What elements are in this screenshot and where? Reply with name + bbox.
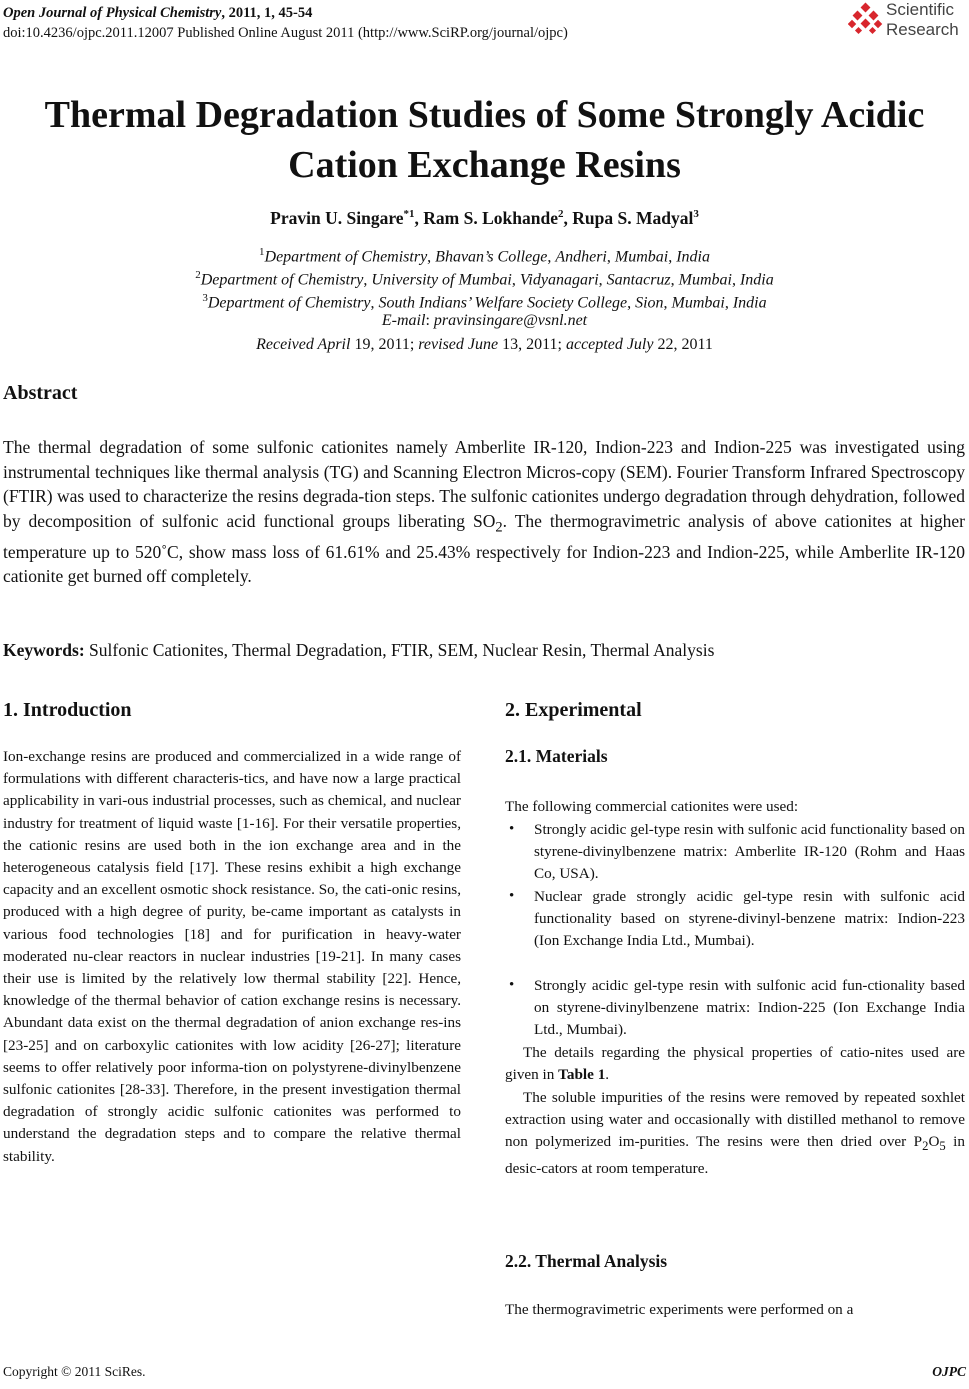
journal-issue: , 2011, 1, 45-54 <box>221 5 313 21</box>
aff2-inst: University of Mumbai <box>371 271 512 289</box>
author-2-sup: 2 <box>558 208 564 221</box>
introduction-heading: 1. Introduction <box>3 699 132 721</box>
received-label: Received April <box>256 336 351 353</box>
email-label: E-mail <box>381 312 426 329</box>
aff1-area: Andheri <box>555 248 607 266</box>
copyright-notice: Copyright © 2011 SciRes. <box>3 1364 146 1379</box>
aff2-country: India <box>739 271 774 289</box>
aff3-inst: South Indians’ Welfare Society College <box>378 294 628 312</box>
materials-intro: The following commercial cationites were used: <box>505 798 799 815</box>
experimental-heading: 2. Experimental <box>505 699 642 721</box>
journal-name: Open Journal of Physical Chemistry <box>3 5 222 21</box>
keywords-list: Sulfonic Cationites, Thermal Degradation, FTIR, SEM, Nuclear Resin, Thermal Analysis <box>84 640 715 660</box>
abstract-text <box>3 435 965 589</box>
p2-subscript: 2 <box>922 1139 929 1154</box>
article-title <box>0 90 969 190</box>
aff3-area: Sion <box>635 294 664 312</box>
aff1-city: Mumbai <box>614 248 669 266</box>
author-2: Ram S. Lokhande <box>423 208 558 228</box>
aff2-suburb: Santacruz <box>606 271 671 289</box>
aff1-dept: Department of Chemistry <box>264 248 428 266</box>
introduction-text: Ion-exchange resins are produced and commercialized in a wide range of formulations with different characteris-tics, and have now a large practical applicability in vari-ous industrial processes, such as chemical, and nuclear industry for treatment of liquid waste [1-16]. For their versatile properties, the cationic resins are used both in the ion exchange area and in the heterogeneous catalysis field [17]. These resins exhibit a high exchange capacity and an excellent osmotic shock resistance. So, the cati-onic resins, produced with a high degree of purity, be-came important as catalysts in various food technologies [18] and for purification in heavy-water moderated nu-clear reactors in nuclear industries [19-21]. In many cases their use is limited by the relatively low thermal stability [22]. Hence, knowledge of the thermal behavior of cation exchange resins is necessary. Abundant data exist on the thermal degradation of anion exchange res-ins [23-25] and on carboxylic cationites with low acidity [26-27]; literature seems to offer relatively poor informa-tion on polystyrene-divinylbenzene sulfonic cationites [28-33]. Therefore, in the present investigation thermal degradation of strongly acidic sulfonic cationites was performed to understand the degradation steps and to compare the relative thermal stability. <box>3 748 461 1165</box>
aff1-inst: Bhavan’s College <box>435 248 548 266</box>
bullet-marker: • <box>509 888 515 904</box>
thermal-analysis-heading: 2.2. Thermal Analysis <box>505 1251 668 1271</box>
o5-subscript: 5 <box>939 1139 946 1154</box>
aff3-country: India <box>732 294 767 312</box>
email-address: pravinsingare@vsnl.net <box>433 312 588 329</box>
bullet-marker: • <box>509 977 515 993</box>
email-line <box>0 309 969 333</box>
oxygen-symbol: O <box>928 1133 940 1151</box>
publisher-name-line1: Scientific <box>886 0 955 19</box>
revised-date: 13, 2011; <box>498 336 566 353</box>
author-list: Pravin U. Singare$^{*1}$, Ram S. Lokhande$^2$, Rupa S. Madyal$^3$ <box>270 208 699 228</box>
affiliation-3-sup: 3 <box>202 292 208 304</box>
affiliation-1-sup: 1 <box>259 246 265 258</box>
author-1: Pravin U. Singare <box>270 208 404 228</box>
impurities-paragraph <box>505 1087 965 1180</box>
impurities-text: The soluble impurities of the resins were removed by repeated soxhlet extraction using water and occasionally with distilled methanol to remove non polymerized im-purities. The resins were then dried over P <box>505 1089 965 1151</box>
aff1-country: India <box>676 248 710 266</box>
abstract-so2-subscript: 2 <box>495 519 503 535</box>
aff3-sep: , <box>370 294 379 312</box>
table-1-reference: Table 1 <box>558 1066 606 1084</box>
impurities-end: in desic-cators at room temperature. <box>505 1133 965 1177</box>
abstract-heading: Abstract <box>3 382 78 404</box>
aff1-sep: , <box>427 248 436 266</box>
aff2-sep: , <box>511 271 520 289</box>
aff2-sep: , <box>670 271 679 289</box>
journal-abbreviation: OJPC <box>932 1364 966 1379</box>
scientific-research-logo-icon <box>848 2 884 38</box>
accepted-date: 22, 2011 <box>653 336 713 353</box>
publisher-logo <box>848 0 968 44</box>
materials-bullet-3: Strongly acidic gel-type resin with sulfonic acid fun-ctionality based on styrene-divinylbenzene matrix: Indion-225 (Ion Exchange India Ltd., Mumbai). <box>534 977 965 1039</box>
author-3-sup: 3 <box>693 208 699 221</box>
keywords <box>3 638 965 663</box>
publisher-name <box>886 0 959 40</box>
aff3-city: Mumbai <box>671 294 725 312</box>
accepted-label: accepted July <box>565 336 654 353</box>
email-sep: : <box>425 312 434 329</box>
title-line-2: Cation Exchange Resins <box>288 144 681 186</box>
keywords-label: Keywords: <box>3 640 85 660</box>
aff2-city: Mumbai <box>678 271 732 289</box>
revised-label: revised June <box>418 336 499 353</box>
materials-bullet-1: Strongly acidic gel-type resin with sulfonic acid functionality based on styrene-divinylbenzene matrix: Amberlite IR-120 (Rohm and Haas Co, USA). <box>534 821 965 883</box>
aff2-dept: Department of Chemistry <box>200 271 364 289</box>
abstract-text-part2: . The thermogravimetric analysis of above cationites at higher temperature up to 520˚C, show mass loss of 61.61% and 25.43% respectively for Indion-223 and Indion-225, while Amberlite IR-120 cationite get burned off completely. <box>3 510 965 586</box>
aff1-sep: , <box>547 248 556 266</box>
received-dates <box>0 333 969 357</box>
materials-bullet-2: Nuclear grade strongly acidic gel-type resin with sulfonic acid functionality based on styrene-divinyl-benzene matrix: Indion-223 (Ion Exchange India Ltd., Mumbai). <box>534 888 965 950</box>
abstract-text-part1: The thermal degradation of some sulfonic cationites namely Amberlite IR-120, Indion-223 and Indion-225 was investigated using instrumental techniques like thermal analysis (TG) and Scanning Electron Micros-copy (SEM). Fourier Transform Infrared Spectroscopy (FTIR) was used to characterize the resins degrada-tion steps. The sulfonic cationites undergo degradation through dehydration, followed by decomposition of sulfonic acid functional groups liberating SO <box>3 437 965 531</box>
author-1-sup: *1 <box>403 208 415 221</box>
aff2-sep: , <box>731 271 740 289</box>
physical-properties-paragraph <box>505 1042 965 1086</box>
publisher-name-line2: Research <box>886 20 959 39</box>
affiliation-2-sup: 2 <box>195 269 201 281</box>
journal-citation <box>3 3 568 23</box>
materials-heading: 2.1. Materials <box>505 746 608 766</box>
aff2-area: Vidyanagari <box>519 271 599 289</box>
received-date: 19, 2011; <box>350 336 419 353</box>
details-text: The details regarding the physical properties of catio-nites used are given in <box>505 1044 965 1084</box>
aff3-sep: , <box>663 294 672 312</box>
details-end: . <box>605 1066 610 1084</box>
aff2-sep: , <box>598 271 607 289</box>
thermal-analysis-text: The thermogravimetric experiments were performed on a <box>505 1301 854 1318</box>
aff1-sep: , <box>606 248 615 266</box>
aff3-dept: Department of Chemistry <box>207 294 371 312</box>
aff1-sep: , <box>668 248 677 266</box>
journal-header <box>3 3 568 43</box>
author-3: Rupa S. Madyal <box>572 208 694 228</box>
bullet-marker: • <box>509 821 515 837</box>
doi-line: doi:10.4236/ojpc.2011.12007 Published Online August 2011 (http://www.SciRP.org/journal/ojpc) <box>3 25 568 41</box>
title-line-1: Thermal Degradation Studies of Some Strongly Acidic <box>44 94 925 136</box>
aff3-sep: , <box>724 294 733 312</box>
aff2-sep: , <box>363 271 372 289</box>
aff3-sep: , <box>627 294 636 312</box>
